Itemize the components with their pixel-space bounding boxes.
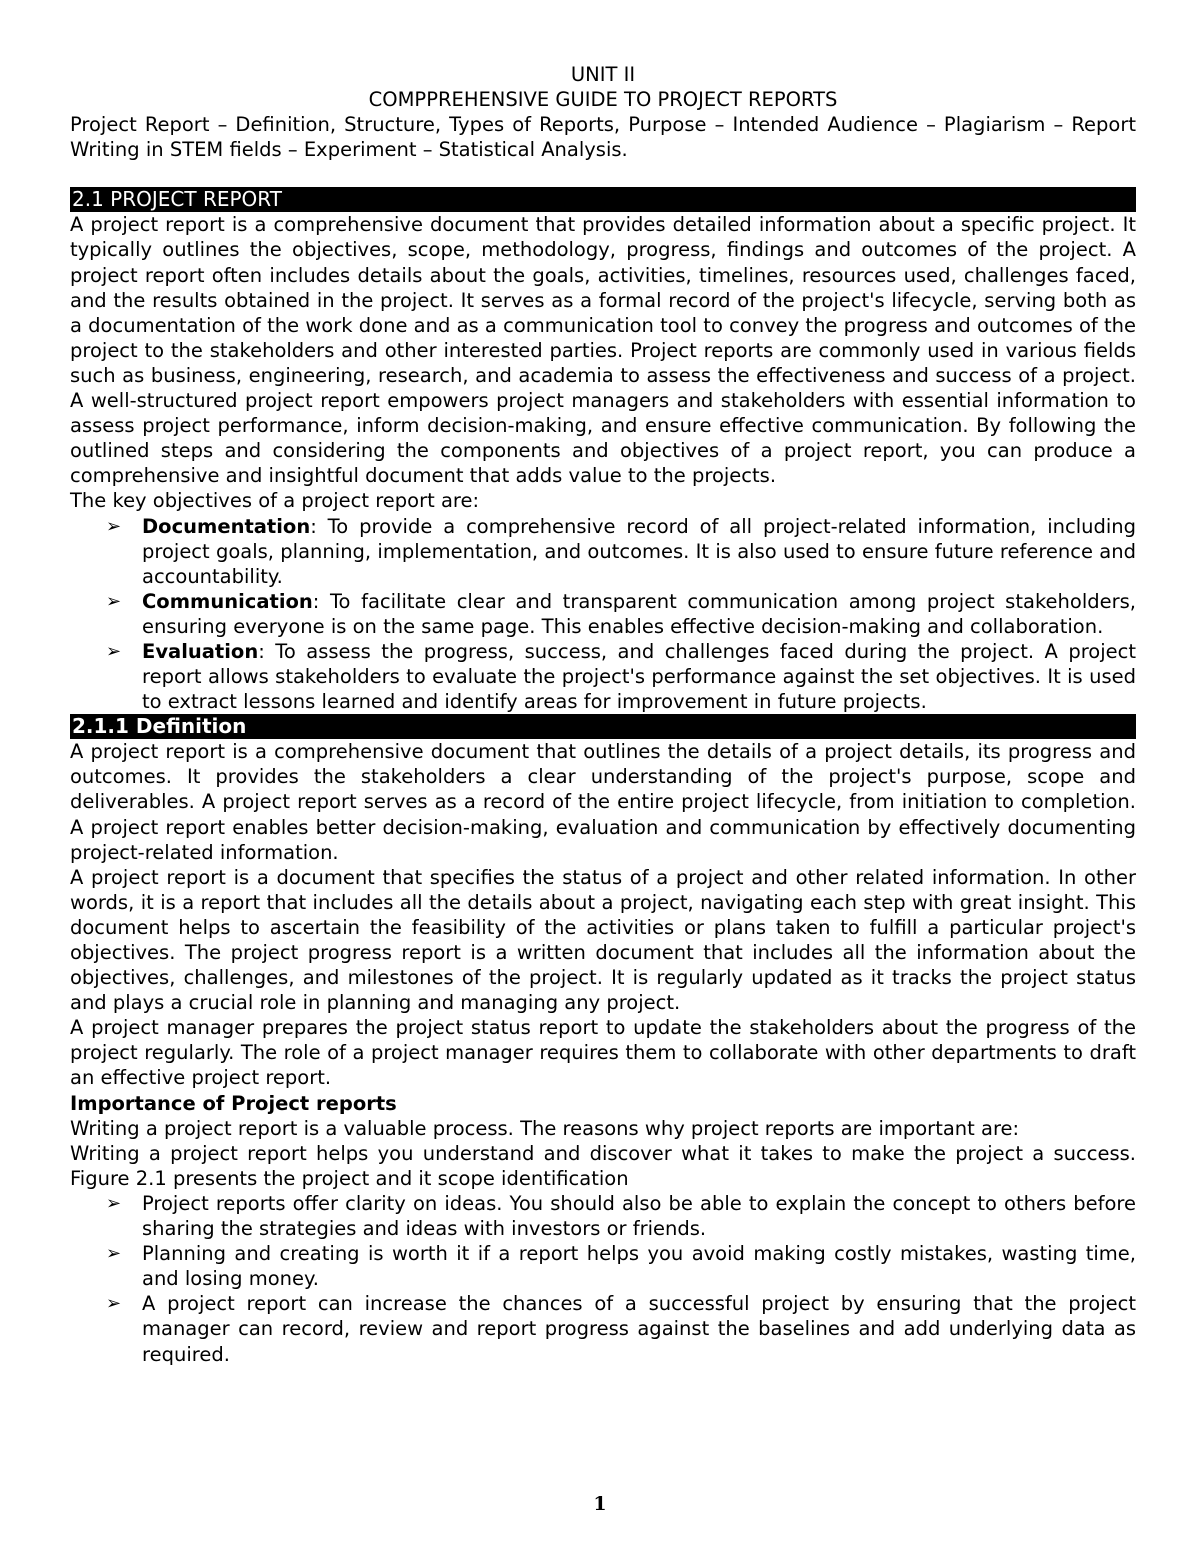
arrow-bullet-icon: ➢ bbox=[106, 1243, 122, 1265]
importance-item-text: Project reports offer clarity on ideas. You should also be able to explain the concept to others before sharing the strategies and ideas with investors or friends. bbox=[142, 1191, 1136, 1241]
importance-item bbox=[70, 1241, 1136, 1291]
objective-text: : To facilitate clear and transparent communication among project stakeholders, ensuring everyone is on the same page. This enables effective decision-making and collaboration. bbox=[142, 589, 1136, 638]
objective-term: Evaluation bbox=[142, 639, 259, 663]
importance-item bbox=[70, 1291, 1136, 1366]
importance-intro: Writing a project report is a valuable process. The reasons why project reports are important are: bbox=[70, 1116, 1020, 1140]
importance-list bbox=[70, 1191, 1136, 1367]
importance-item bbox=[70, 1191, 1136, 1241]
importance-item-text: A project report can increase the chances of a successful project by ensuring that the project manager can record, review and report progress against the baselines and add underlying data as required. bbox=[142, 1292, 1136, 1366]
importance-heading: Importance of Project reports bbox=[70, 1091, 397, 1115]
importance-intro: Writing a project report helps you understand and discover what it takes to make the project a success. Figure 2.1 presents the project and it scope identification bbox=[70, 1141, 1136, 1190]
objective-term: Documentation bbox=[142, 514, 311, 538]
objective-text: : To provide a comprehensive record of all project-related information, including project goals, planning, implementation, and outcomes. It is also used to ensure future reference and accountability. bbox=[142, 514, 1136, 588]
objective-term: Communication bbox=[142, 589, 313, 613]
objectives-intro: The key objectives of a project report are: bbox=[70, 489, 480, 513]
document-title: COMPPREHENSIVE GUIDE TO PROJECT REPORTS bbox=[368, 88, 838, 112]
project-report-paragraph: A project report is a comprehensive document that provides detailed information about a specific project. It typically outlines the objectives, scope, methodology, progress, findings and outcomes of the project. A project report often includes details about the goals, activities, timelines, resources used, challenges faced, and the results obtained in the project. It serves as a formal record of the project's lifecycle, serving both as a documentation of the work done and as a communication tool to convey the progress and outcomes of the project to the stakeholders and other interested parties. Project reports are commonly used in various fields such as business, engineering, research, and academia to assess the effectiveness and success of a project. A well-structured project report empowers project managers and stakeholders with essential information to assess project performance, inform decision-making, and ensure effective communication. By following the outlined steps and considering the components and objectives of a project report, you can produce a comprehensive and insightful document that adds value to the projects. bbox=[70, 213, 1136, 488]
arrow-bullet-icon: ➢ bbox=[106, 590, 122, 612]
arrow-bullet-icon: ➢ bbox=[106, 1192, 122, 1214]
unit-topics: Project Report – Definition, Structure, Types of Reports, Purpose – Intended Audience – Plagiarism – Report Writing in STEM fields – Experiment – Statistical Analysis. bbox=[70, 113, 1136, 162]
definition-paragraph: A project manager prepares the project status report to update the stakeholders about the progress of the project regularly. The role of a project manager requires them to collaborate with other departments to draft an effective project report. bbox=[70, 1016, 1136, 1090]
blank-line bbox=[70, 162, 1136, 187]
definition-paragraph: A project report is a document that specifies the status of a project and other related information. In other words, it is a report that includes all the details about a project, navigating each step with great insight. This document helps to ascertain the feasibility of the activities or plans taken to fulfill a particular project's objectives. The project progress report is a written document that includes all the information about the objectives, challenges, and milestones of the project. It is regularly updated as it tracks the project status and plays a crucial role in planning and managing any project. bbox=[70, 865, 1136, 1015]
objective-text: : To assess the progress, success, and challenges faced during the project. A project report allows stakeholders to evaluate the project's performance against the set objectives. It is used to extract lessons learned and identify areas for improvement in future projects. bbox=[142, 639, 1136, 714]
arrow-bullet-icon: ➢ bbox=[106, 640, 122, 662]
definition-paragraph: A project report is a comprehensive document that outlines the details of a project details, its progress and outcomes. It provides the stakeholders a clear understanding of the project's purpose, scope and deliverables. A project report serves as a record of the entire project lifecycle, from initiation to completion. A project report enables better decision-making, evaluation and communication by effectively documenting project-related information. bbox=[70, 740, 1136, 864]
objectives-list bbox=[70, 514, 1136, 715]
section-heading-definition: 2.1.1 Definition bbox=[70, 714, 1136, 739]
page-number: 1 bbox=[593, 1493, 607, 1515]
importance-item-text: Planning and creating is worth it if a report helps you avoid making costly mistakes, wasting time, and losing money. bbox=[142, 1242, 1136, 1291]
arrow-bullet-icon: ➢ bbox=[106, 1293, 122, 1315]
arrow-bullet-icon: ➢ bbox=[106, 515, 122, 537]
objective-item bbox=[70, 589, 1136, 639]
unit-label: UNIT II bbox=[570, 63, 636, 86]
objective-item bbox=[70, 514, 1136, 589]
objective-item bbox=[70, 639, 1136, 714]
section-heading-project-report: 2.1 PROJECT REPORT bbox=[70, 187, 1136, 212]
page-content bbox=[70, 62, 1136, 1367]
